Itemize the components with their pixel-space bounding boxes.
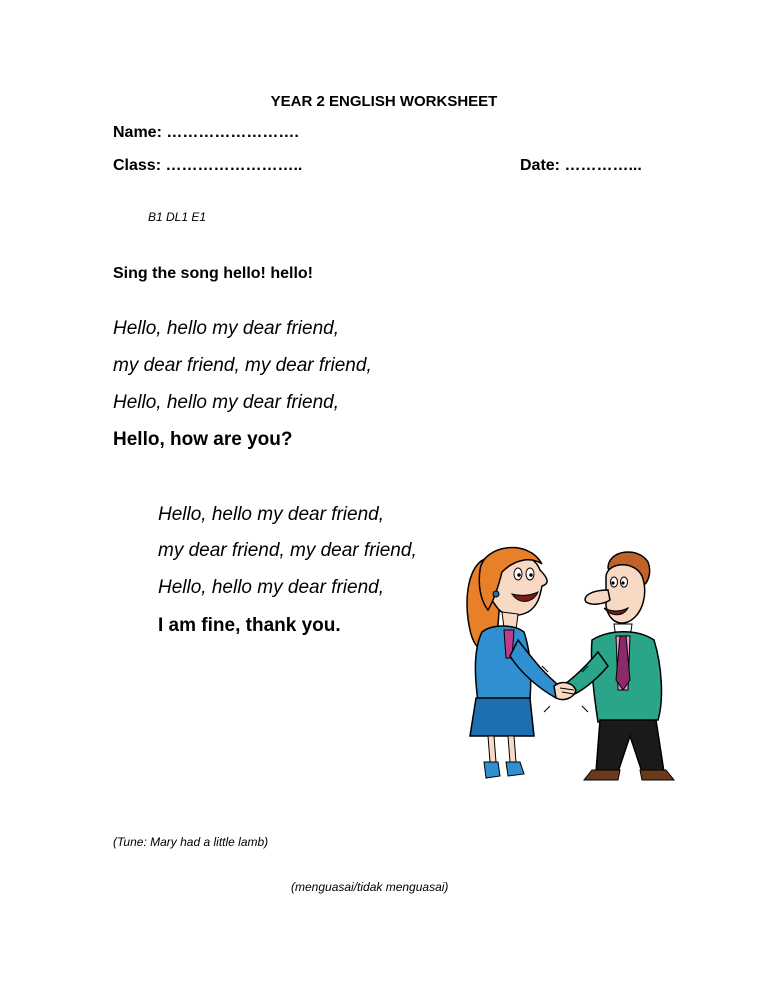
instruction: Sing the song hello! hello!: [113, 265, 313, 282]
man-figure: [562, 552, 674, 780]
tune-note: (Tune: Mary had a little lamb): [113, 835, 269, 849]
woman-figure: [467, 548, 562, 778]
verse2-line3: Hello, hello my dear friend,: [158, 577, 384, 598]
date-field: Date: …………...: [520, 157, 642, 174]
assessment-note: (menguasai/tidak menguasai): [291, 880, 449, 894]
verse1-line1: Hello, hello my dear friend,: [113, 318, 339, 339]
class-field: Class: ……………………..: [113, 157, 303, 174]
verse1-line3: Hello, hello my dear friend,: [113, 392, 339, 413]
verse2-line4: I am fine, thank you.: [158, 615, 341, 636]
standard-code: B1 DL1 E1: [148, 210, 207, 224]
verse2-line2: my dear friend, my dear friend,: [158, 540, 417, 561]
verse1-line4: Hello, how are you?: [113, 429, 293, 450]
verse2-line1: Hello, hello my dear friend,: [158, 504, 384, 525]
verse1-line2: my dear friend, my dear friend,: [113, 355, 372, 376]
name-field: Name: …………………….: [113, 124, 299, 141]
handshake-people-illustration: [458, 540, 678, 785]
worksheet-title: YEAR 2 ENGLISH WORKSHEET: [270, 93, 498, 110]
